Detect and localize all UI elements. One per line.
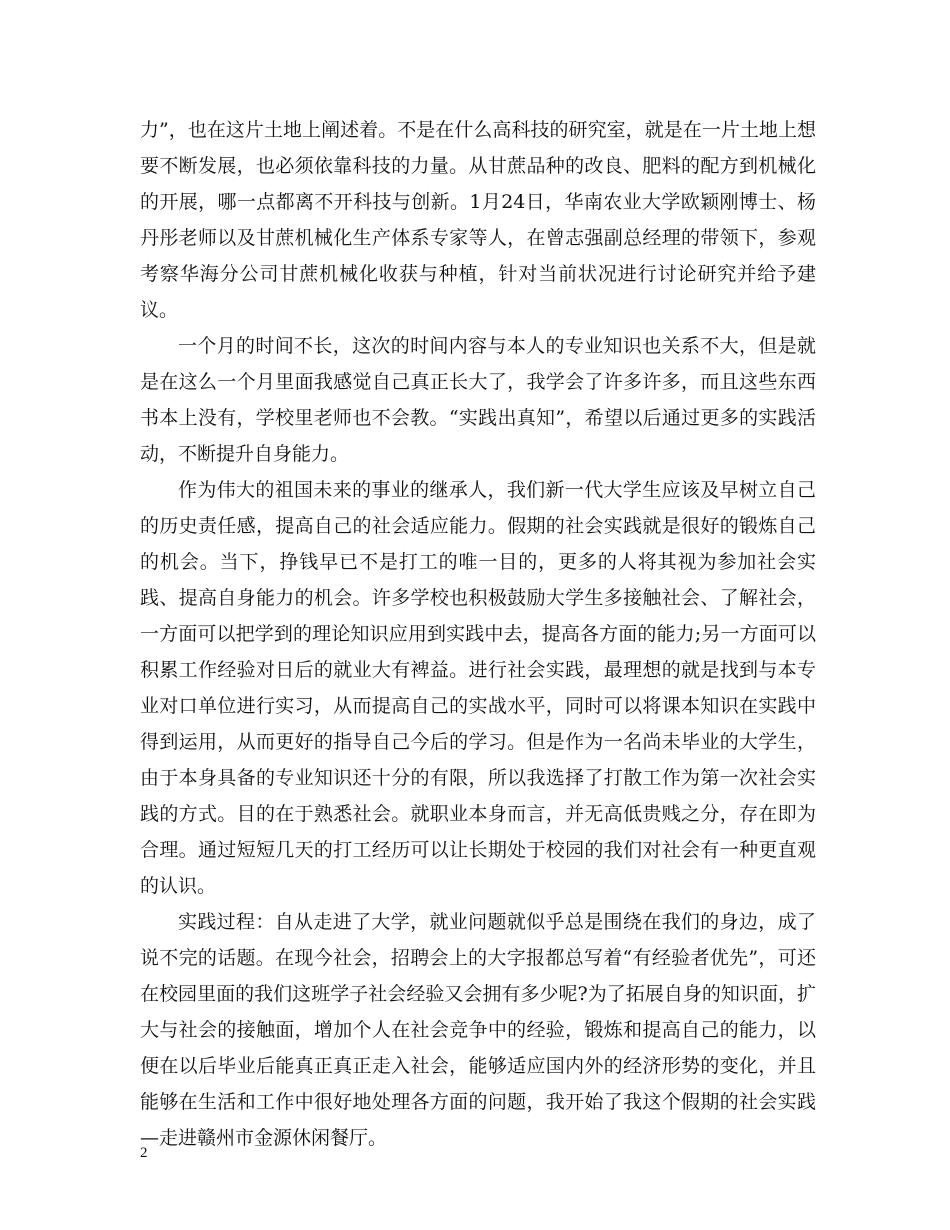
paragraph-3: 作为伟大的祖国未来的事业的继承人，我们新一代大学生应该及早树立自己的历史责任感，提高自己的社会适应能力。假期的社会实践就是很好的锻炼自己的机会。当下，挣钱早已不是打工的唯一目的，更多的人将其视为参加社会实践、提高自身能力的机会。许多学校也积极鼓励大学生多接触社会、了解社会，一方面可以把学到的理论知识应用到实践中去，提高各方面的能力;另一方面可以积累工作经验对日后的就业大有裨益。进行社会实践，最理想的就是找到与本专业对口单位进行实习，从而提高自己的实战水平，同时可以将课本知识在实践中得到运用，从而更好的指导自己今后的学习。但是作为一名尚未毕业的大学生，由于本身具备的专业知识还十分的有限，所以我选择了打散工作为第一次社会实践的方式。目的在于熟悉社会。就职业本身而言，并无高低贵贱之分，存在即为合理。通过短短几天的打工经历可以让长期处于校园的我们对社会有一种更直观的认识。 [140,479,816,897]
paragraph-1: 力”，也在这片土地上阐述着。不是在什么高科技的研究室，就是在一片土地上想要不断发展，也必须依靠科技的力量。从甘蔗品种的改良、肥料的配方到机械化的开展，哪一点都离不开科技与创新。1月24日，华南农业大学欧颖刚博士、杨丹彤老师以及甘蔗机械化生产体系专家等人，在曾志强副总经理的带领下，参观考察华海分公司甘蔗机械化收获与种植，针对当前状况进行讨论研究并给予建议。 [140,119,816,321]
paragraph-2: 一个月的时间不长，这次的时间内容与本人的专业知识也关系不大，但是就是在这么一个月里面我感觉自己真正长大了，我学会了许多许多，而且这些东西书本上没有，学校里老师也不会教。“实践出真知”，希望以后通过更多的实践活动，不断提升自身能力。 [140,335,816,465]
document-body [140,112,816,1156]
paragraph-4: 实践过程：自从走进了大学，就业问题就似乎总是围绕在我们的身边，成了说不完的话题。在现今社会，招聘会上的大字报都总写着“有经验者优先”，可还在校园里面的我们这班学子社会经验又会拥有多少呢?为了拓展自身的知识面，扩大与社会的接触面，增加个人在社会竞争中的经验，锻炼和提高自己的能力，以便在以后毕业后能真正真正走入社会，能够适应国内外的经济形势的变化，并且能够在生活和工作中很好地处理各方面的问题，我开始了我这个假期的社会实践—走进赣州市金源休闲餐厅。 [140,911,816,1149]
page-number: 2 [140,1145,148,1161]
